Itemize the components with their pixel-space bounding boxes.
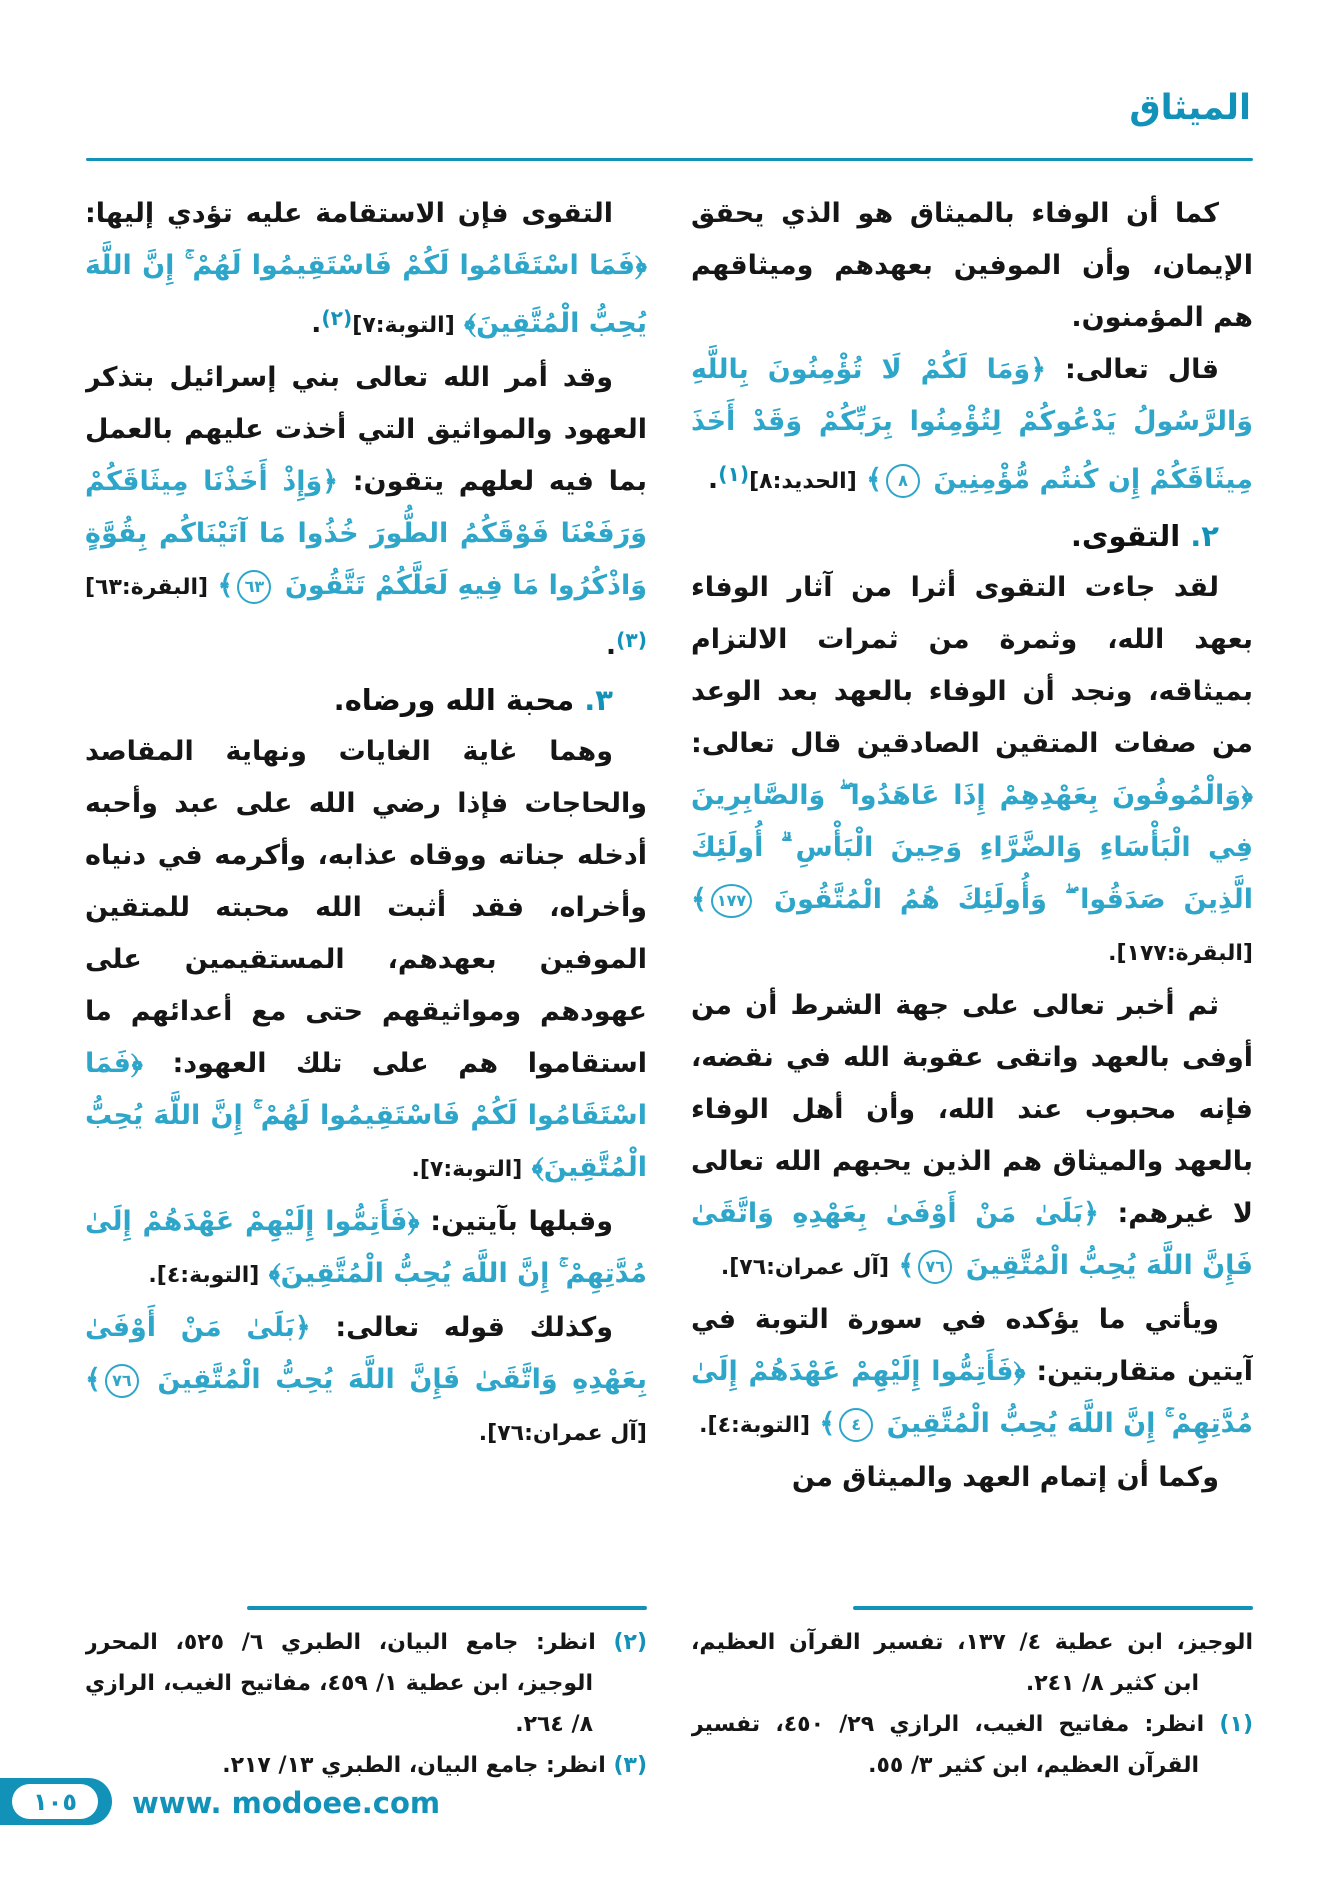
paragraph [85,352,647,672]
quran-verse: ﴿وَمَا لَكُمْ لَا تُؤْمِنُونَ بِاللَّهِ وَالرَّسُولُ يَدْعُوكُمْ لِتُؤْمِنُوا بِرَبِّكُمْ وَقَدْ أَخَذَ مِيثَاقَكُمْ إِن كُنتُم مُّؤْمِنِينَ [691,354,1253,496]
header-divider [86,158,1253,161]
verse-reference: [آل عمران:٧٦]. [720,1255,890,1281]
quran-verse: ﴿وَالْمُوفُونَ بِعَهْدِهِمْ إِذَا عَاهَدُوا ۖ وَالصَّابِرِينَ فِي الْبَأْسَاءِ وَالضَّرَّاءِ وَحِينَ الْبَأْسِ ۗ أُولَئِكَ الَّذِينَ صَدَقُوا ۖ وَأُولَئِكَ هُمُ الْمُتَّقُونَ [691,780,1253,916]
body-text: انظر: مفاتيح الغيب، الرازي ٢٩/ ٤٥٠، تفسير القرآن العظيم، ابن كثير ٣/ ٥٥. [691,1712,1205,1778]
paragraph [85,188,647,352]
ayah-number: ٦٣ [237,570,271,604]
quran-verse: ﴾ [856,464,883,496]
paragraph [85,726,647,1196]
quran-verse: ﴿بَلَىٰ مَنْ أَوْفَىٰ بِعَهْدِهِ وَاتَّقَىٰ فَإِنَّ اللَّهَ يُحِبُّ الْمُتَّقِينَ [691,1198,1253,1282]
paragraph [691,344,1253,508]
website-link[interactable]: www. modoee.com [132,1786,441,1820]
column-left [85,188,647,1598]
body-text: ويأتي ما يؤكده في سورة التوبة في آيتين متقاربتين: [691,1304,1253,1388]
footnote-divider [247,1606,647,1610]
footnote-item [691,1622,1253,1704]
quran-verse: ﴾ [85,1364,101,1396]
heading-number: ٣. [584,683,613,718]
footnote-marker: (٢) [595,1630,647,1655]
quran-verse: ﴿بَلَىٰ مَنْ أَوْفَىٰ بِعَهْدِهِ وَاتَّقَىٰ فَإِنَّ اللَّهَ يُحِبُّ الْمُتَّقِينَ [85,1312,647,1396]
body-text: وقبلها بآيتين: [419,1206,613,1238]
footnote-list [85,1622,647,1786]
quran-verse: ﴿فَأَتِمُّوا إِلَيْهِمْ عَهْدَهُمْ إِلَىٰ مُدَّتِهِمْ ۚ إِنَّ اللَّهَ يُحِبُّ الْمُتَّقِينَ﴾ [85,1206,647,1290]
footnotes-left [85,1606,647,1786]
body-text: وكما أن إتمام العهد والميثاق من [791,1462,1219,1494]
quran-verse: ﴾ [810,1408,836,1440]
body-text: وكذلك قوله تعالى: [310,1312,613,1344]
ayah-number: ٧٦ [918,1250,952,1284]
footnote-marker: (١) [1204,1712,1253,1737]
body-text: التقوى فإن الاستقامة عليه تؤدي إليها: [85,198,613,229]
footnote-marker: (٣) [616,628,647,653]
page-number: ١٠٥ [33,1787,77,1816]
footnote-marker: (٢) [321,306,353,330]
page-title: الميثاق [1129,88,1251,128]
verse-reference: [التوبة:٤]. [148,1263,260,1289]
paragraph [85,1302,647,1460]
footnote-item [85,1745,647,1786]
verse-reference: [الحديد:٨] [749,469,857,495]
body-text: . [311,308,322,340]
text-columns [85,188,1253,1598]
verse-reference: [البقرة:٦٣] [85,575,209,601]
heading-text: محبة الله ورضاه. [333,683,585,718]
heading-number: ٢. [1190,519,1219,554]
body-text: الوجيز، ابن عطية ٤/ ١٣٧، تفسير القرآن العظيم، ابن كثير ٨/ ٢٤١. [691,1630,1253,1696]
body-text: وقد أمر الله تعالى بني إسرائيل بتذكر العهود والمواثيق التي أخذت عليهم بالعمل بما فيه لعلهم يتقون: [85,362,647,498]
paragraph [691,562,1253,980]
page-number-pill [12,1784,98,1819]
footnote-divider [853,1606,1253,1610]
quran-verse: ﴾ [691,884,707,916]
section-heading [691,510,1253,562]
quran-verse: ﴿فَمَا اسْتَقَامُوا لَكُمْ فَاسْتَقِيمُوا لَهُمْ ۚ إِنَّ اللَّهَ يُحِبُّ الْمُتَّقِينَ﴾ [85,1048,647,1184]
body-text: لقد جاءت التقوى أثرا من آثار الوفاء بعهد الله، وثمرة من ثمرات الالتزام بميثاقه، ونجد أن الوفاء بالعهد بعد الوعد من صفات المتقين الصادقين قال تعالى: [691,572,1253,760]
paragraph [691,980,1253,1294]
body-text: ثم أخبر تعالى على جهة الشرط أن من أوفى بالعهد واتقى عقوبة الله في نقضه، فإنه محبوب عند الله، وأن أهل الوفاء بالعهد والميثاق هم الذين يحبهم الله تعالى لا غيرهم: [691,990,1253,1230]
ayah-number: ٨ [886,464,920,498]
quran-verse: ﴿وَإِذْ أَخَذْنَا مِيثَاقَكُمْ وَرَفَعْنَا فَوْقَكُمُ الطُّورَ خُذُوا مَا آتَيْنَاكُم بِقُوَّةٍ وَاذْكُرُوا مَا فِيهِ لَعَلَّكُمْ تَتَّقُونَ [85,466,647,602]
footnote-list [691,1622,1253,1786]
footnotes-right [691,1606,1253,1786]
heading-text: التقوى. [1070,519,1191,554]
body-text: وهما غاية الغايات ونهاية المقاصد والحاجات فإذا رضي الله على عبد وأحبه أدخله جناته ووقاه عذابه، وأكرمه في دنياه وأخراه، فقد أثبت الله محبته للمتقين الموفين بعهدهم، المستقيمين على عهودهم ومواثيقهم حتى مع أعدائهم ما استقاموا هم على تلك العهود: [85,736,647,1080]
quran-verse: ﴿فَأَتِمُّوا إِلَيْهِمْ عَهْدَهُمْ إِلَىٰ مُدَّتِهِمْ ۚ إِنَّ اللَّهَ يُحِبُّ الْمُتَّقِينَ [691,1356,1253,1440]
ayah-number: ١٧٧ [711,884,752,918]
quran-verse: ﴾ [208,570,234,602]
ayah-number: ٧٦ [105,1364,139,1398]
paragraph [691,188,1253,344]
quran-verse: ﴿فَمَا اسْتَقَامُوا لَكُمْ فَاسْتَقِيمُوا لَهُمْ ۚ إِنَّ اللَّهَ يُحِبُّ الْمُتَّقِينَ﴾ [85,250,647,340]
body-text: انظر: جامع البيان، الطبري ١٣/ ٢١٧. [222,1753,606,1778]
page-number-bar [0,1778,112,1825]
verse-reference: [البقرة:١٧٧]. [1108,941,1253,967]
section-heading [85,674,647,726]
column-right [691,188,1253,1598]
verse-reference: [التوبة:٧] [352,313,455,339]
ayah-number: ٤ [839,1408,873,1442]
paragraph [85,1196,647,1302]
paragraph [691,1294,1253,1452]
body-text: . [707,464,719,496]
verse-reference: [التوبة:٧]. [411,1157,523,1183]
body-text: قال تعالى: [1046,354,1219,385]
footnote-marker: (١) [718,462,750,486]
verse-reference: [التوبة:٤]. [699,1413,811,1439]
footnote-marker: (٣) [605,1753,647,1778]
body-text: انظر: جامع البيان، الطبري ٦/ ٥٢٥، المحرر الوجيز، ابن عطية ١/ ٤٥٩، مفاتيح الغيب، الرازي ٨/ ٢٦٤. [85,1630,596,1737]
footnote-item [85,1622,647,1745]
body-text: كما أن الوفاء بالميثاق هو الذي يحقق الإيمان، وأن الموفين بعهدهم وميثاقهم هم المؤمنون. [691,198,1253,333]
footnote-item [691,1704,1253,1786]
body-text: . [605,630,617,662]
paragraph [691,1452,1253,1504]
verse-reference: [آل عمران:٧٦]. [478,1421,647,1447]
quran-verse: ﴾ [889,1250,915,1282]
